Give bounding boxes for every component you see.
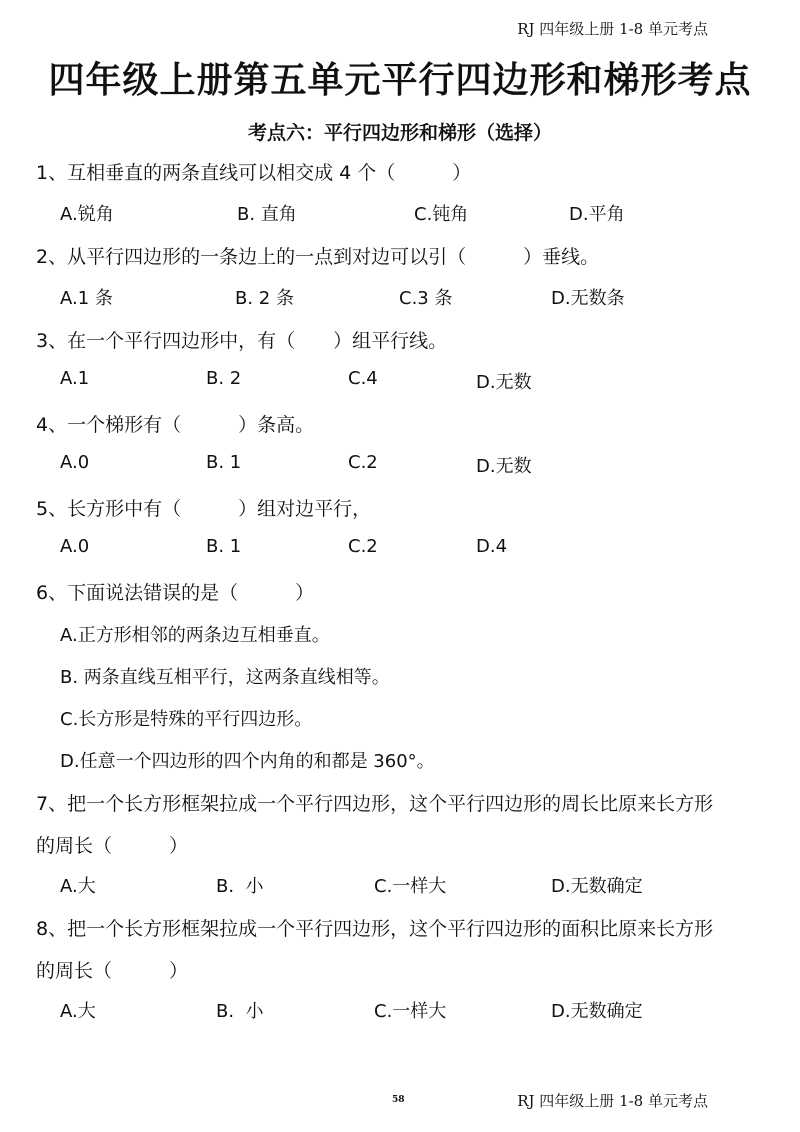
question-7-stem-line-1: 7、把一个长方形框架拉成一个平行四边形，这个平行四边形的周长比原来长方形 [36, 793, 714, 815]
question-3-option-d: D.无数 [476, 372, 532, 393]
running-footer: RJ 四年级上册 1-8 单元考点 [517, 1092, 708, 1110]
question-5-option-d: D.4 [476, 536, 508, 557]
question-1-option-c: C.钝角 [414, 204, 469, 225]
question-1-option-d: D.平角 [569, 204, 625, 225]
question-6-statement-d: D.任意一个四边形的四个内角的和都是 360°。 [60, 751, 435, 772]
question-4-option-b: B. 1 [206, 452, 242, 473]
question-7-option-a: A.大 [60, 876, 96, 897]
question-4-option-d: D.无数 [476, 456, 532, 477]
question-5-option-a: A.0 [60, 536, 90, 557]
question-6-stem: 6、下面说法错误的是（ ） [36, 582, 315, 604]
question-8-option-a: A.大 [60, 1001, 96, 1022]
question-2-option-b: B. 2 条 [235, 288, 294, 309]
question-4-option-a: A.0 [60, 452, 90, 473]
question-8-stem-line-1: 8、把一个长方形框架拉成一个平行四边形，这个平行四边形的面积比原来长方形 [36, 918, 714, 940]
question-3-option-a: A.1 [60, 368, 90, 389]
question-4-stem: 4、一个梯形有（ ）条高。 [36, 414, 315, 436]
question-5-option-b: B. 1 [206, 536, 242, 557]
question-2-stem: 2、从平行四边形的一条边上的一点到对边可以引（ ）垂线。 [36, 246, 600, 268]
question-1-option-b: B. 直角 [237, 204, 297, 225]
question-8-option-b: B. 小 [216, 1001, 264, 1022]
question-7-option-b: B. 小 [216, 876, 264, 897]
question-5-option-c: C.2 [348, 536, 378, 557]
question-7-option-d: D.无数确定 [551, 876, 643, 897]
question-1-stem: 1、互相垂直的两条直线可以相交成 4 个（ ） [36, 162, 472, 184]
question-2-option-c: C.3 条 [399, 288, 453, 309]
question-7-option-c: C.一样大 [374, 876, 447, 897]
section-subtitle: 考点六：平行四边形和梯形（选择） [247, 122, 552, 144]
question-5-stem: 5、长方形中有（ ）组对边平行， [36, 498, 372, 520]
running-header: RJ 四年级上册 1-8 单元考点 [517, 20, 708, 38]
question-7-stem-line-2: 的周长（ ） [36, 835, 189, 857]
question-3-option-b: B. 2 [206, 368, 242, 389]
page-title: 四年级上册第五单元平行四边形和梯形考点 [48, 59, 752, 101]
question-8-option-c: C.一样大 [374, 1001, 447, 1022]
page-number: 58 [392, 1095, 405, 1105]
question-4-option-c: C.2 [348, 452, 378, 473]
question-1-option-a: A.锐角 [60, 204, 114, 225]
question-8-stem-line-2: 的周长（ ） [36, 960, 189, 982]
question-6-statement-b: B. 两条直线互相平行，这两条直线相等。 [60, 667, 390, 688]
question-3-stem: 3、在一个平行四边形中，有（ ）组平行线。 [36, 330, 448, 352]
question-3-option-c: C.4 [348, 368, 378, 389]
question-8-option-d: D.无数确定 [551, 1001, 643, 1022]
question-2-option-a: A.1 条 [60, 288, 113, 309]
question-2-option-d: D.无数条 [551, 288, 625, 309]
question-6-statement-c: C.长方形是特殊的平行四边形。 [60, 709, 313, 730]
question-6-statement-a: A.正方形相邻的两条边互相垂直。 [60, 625, 330, 646]
